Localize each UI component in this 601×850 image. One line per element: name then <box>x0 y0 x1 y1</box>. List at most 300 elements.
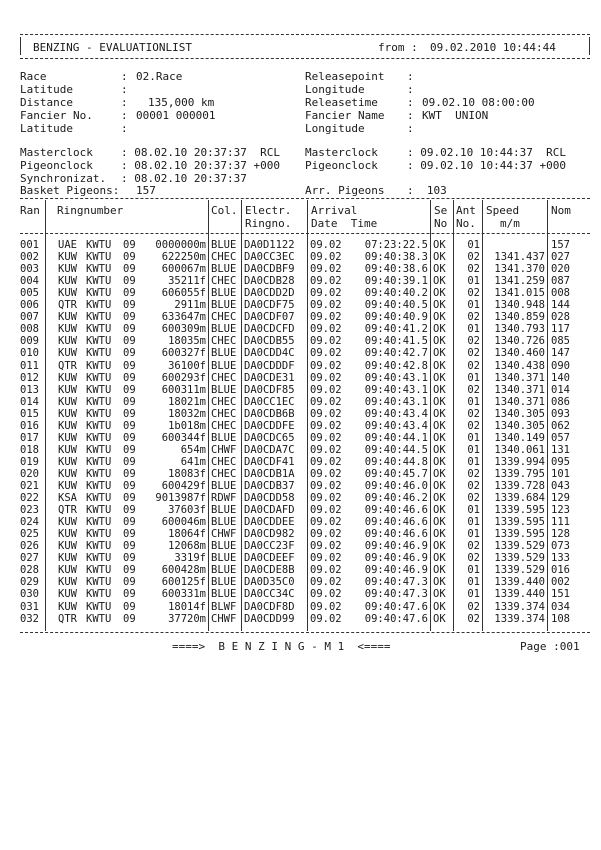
cell-ant: 01 <box>467 431 480 444</box>
footer-brand: ====> B E N Z I N G - M 1 <==== <box>172 640 391 653</box>
table-row <box>0 396 601 408</box>
cell-time: 09:40:43.1 <box>364 383 428 396</box>
longitude2-label: Longitude <box>305 122 365 135</box>
cell-col: BLUE <box>211 504 237 517</box>
cell-country: KUW <box>58 263 77 276</box>
cell-time: 09:40:41.2 <box>364 323 428 336</box>
cell-year: 09 <box>123 492 136 505</box>
cell-ant: 02 <box>467 612 480 625</box>
cell-ant: 01 <box>467 371 480 384</box>
cell-year: 09 <box>123 467 136 480</box>
cell-ant: 01 <box>467 299 480 312</box>
releasepoint-colon: : <box>407 70 414 83</box>
cell-time: 09:40:43.1 <box>364 395 428 408</box>
cell-date: 09.02 <box>310 564 342 577</box>
masterclock-label: Masterclock <box>20 146 93 159</box>
cell-ring: 641m <box>180 455 206 468</box>
title-bottom-rule <box>20 58 590 59</box>
cell-year: 09 <box>123 359 136 372</box>
cell-date: 09.02 <box>310 492 342 505</box>
cell-time: 09:40:46.6 <box>364 528 428 541</box>
cell-electr: DA0CDDEE <box>244 516 295 529</box>
cell-ant: 01 <box>467 323 480 336</box>
releasetime-label: Releasetime <box>305 96 378 109</box>
cell-se: OK <box>433 528 446 541</box>
cell-nom: 008 <box>551 287 570 300</box>
cell-speed: 1340.726 <box>494 335 545 348</box>
cell-electr: DA0CDB1A <box>244 467 295 480</box>
cell-electr: DA0CDC65 <box>244 431 295 444</box>
cell-electr: DA0CDD4C <box>244 347 295 360</box>
cell-club: KWTU <box>86 612 112 625</box>
report-datetime: 09.02.2010 10:44:44 <box>430 41 556 54</box>
cell-date: 09.02 <box>310 335 342 348</box>
cell-ran: 025 <box>20 528 39 541</box>
page-number: Page :001 <box>520 640 580 653</box>
cell-country: QTR <box>58 504 77 517</box>
cell-club: KWTU <box>86 576 112 589</box>
cell-speed: 1340.438 <box>494 359 545 372</box>
table-row <box>0 601 601 613</box>
cell-speed: 1339.595 <box>494 504 545 517</box>
cell-se: OK <box>433 576 446 589</box>
col-header-ant-no: No. <box>456 217 476 230</box>
cell-nom: 093 <box>551 407 570 420</box>
cell-date: 09.02 <box>310 371 342 384</box>
cell-se: OK <box>433 504 446 517</box>
cell-ant: 02 <box>467 383 480 396</box>
cell-speed: 1339.684 <box>494 492 545 505</box>
cell-club: KWTU <box>86 419 112 432</box>
cell-time: 09:40:44.8 <box>364 455 428 468</box>
page-title: BENZING - EVALUATIONLIST <box>33 41 192 54</box>
cell-se: OK <box>433 275 446 288</box>
cell-se: OK <box>433 347 446 360</box>
cell-se: OK <box>433 359 446 372</box>
cell-se: OK <box>433 467 446 480</box>
table-bottom-rule <box>20 632 590 633</box>
cell-date: 09.02 <box>310 239 342 251</box>
cell-se: OK <box>433 443 446 456</box>
cell-electr: DA0CDDDF <box>244 359 295 372</box>
cell-col: BLUE <box>211 239 237 251</box>
cell-time: 09:40:40.2 <box>364 287 428 300</box>
cell-year: 09 <box>123 383 136 396</box>
col-header-mm: m/m <box>500 217 520 230</box>
table-row <box>0 432 601 444</box>
cell-speed: 1339.728 <box>494 480 545 492</box>
cell-ring: 18083f <box>168 467 206 480</box>
cell-ant: 02 <box>467 359 480 372</box>
cell-year: 09 <box>123 600 136 613</box>
cell-col: CHEC <box>211 311 237 324</box>
cell-club: KWTU <box>86 588 112 601</box>
cell-ran: 013 <box>20 383 39 396</box>
cell-ring: 18064f <box>168 528 206 541</box>
cell-date: 09.02 <box>310 347 342 360</box>
cell-electr: DA0CDF75 <box>244 299 295 312</box>
cell-ant: 02 <box>467 467 480 480</box>
cell-date: 09.02 <box>310 612 342 625</box>
cell-electr: DA0D1122 <box>244 239 295 251</box>
cell-col: CHEC <box>211 275 237 288</box>
cell-date: 09.02 <box>310 576 342 589</box>
cell-ran: 028 <box>20 564 39 577</box>
cell-ant: 02 <box>467 335 480 348</box>
fancier-no-label: Fancier No. <box>20 109 93 122</box>
cell-time: 09:40:44.1 <box>364 431 428 444</box>
cell-se: OK <box>433 323 446 336</box>
cell-ran: 029 <box>20 576 39 589</box>
cell-club: KWTU <box>86 263 112 276</box>
cell-electr: DA0CC23F <box>244 540 295 553</box>
distance-label: Distance <box>20 96 73 109</box>
cell-date: 09.02 <box>310 504 342 517</box>
cell-speed: 1339.529 <box>494 564 545 577</box>
table-row <box>0 287 601 299</box>
cell-year: 09 <box>123 275 136 288</box>
cell-nom: 073 <box>551 540 570 553</box>
cell-time: 09:40:46.0 <box>364 480 428 492</box>
col-header-date-time: Date Time <box>311 217 378 230</box>
cell-ant: 02 <box>467 480 480 492</box>
cell-nom: 147 <box>551 347 570 360</box>
cell-year: 09 <box>123 431 136 444</box>
cell-date: 09.02 <box>310 540 342 553</box>
cell-speed: 1340.371 <box>494 395 545 408</box>
arrived-value: : 103 <box>407 184 447 197</box>
cell-speed: 1341.259 <box>494 275 545 288</box>
cell-speed: 1340.061 <box>494 443 545 456</box>
cell-country: KUW <box>58 564 77 577</box>
cell-time: 09:40:41.5 <box>364 335 428 348</box>
cell-ring: 600311m <box>161 383 206 396</box>
longitude-label: Longitude <box>305 83 365 96</box>
cell-year: 09 <box>123 335 136 348</box>
cell-date: 09.02 <box>310 443 342 456</box>
cell-ant: 02 <box>467 287 480 300</box>
cell-date: 09.02 <box>310 395 342 408</box>
cell-ant: 02 <box>467 347 480 360</box>
cell-date: 09.02 <box>310 480 342 492</box>
cell-country: KUW <box>58 275 77 288</box>
cell-date: 09.02 <box>310 275 342 288</box>
fancier-name-label: Fancier Name <box>305 109 385 122</box>
cell-ran: 027 <box>20 552 39 565</box>
col-header-nom: Nom <box>551 204 571 217</box>
cell-ran: 003 <box>20 263 39 276</box>
cell-country: KUW <box>58 431 77 444</box>
cell-club: KWTU <box>86 239 112 251</box>
cell-ring: 600067m <box>161 263 206 276</box>
cell-col: BLUE <box>211 552 237 565</box>
col-header-ringnumber: Ringnumber <box>57 204 124 217</box>
cell-country: KUW <box>58 251 77 264</box>
cell-se: OK <box>433 299 446 312</box>
cell-ran: 023 <box>20 504 39 517</box>
cell-year: 09 <box>123 323 136 336</box>
table-row <box>0 504 601 516</box>
cell-nom: 057 <box>551 431 570 444</box>
cell-country: QTR <box>58 299 77 312</box>
title-left-rule <box>20 37 21 55</box>
latitude-label: Latitude <box>20 83 73 96</box>
cell-electr: DA0D35C0 <box>244 576 295 589</box>
cell-nom: 151 <box>551 588 570 601</box>
cell-year: 09 <box>123 395 136 408</box>
cell-date: 09.02 <box>310 552 342 565</box>
cell-ring: 600293f <box>161 371 206 384</box>
cell-electr: DA0CDD58 <box>244 492 295 505</box>
releasetime-value: 09.02.10 08:00:00 <box>422 96 535 109</box>
cell-country: KUW <box>58 419 77 432</box>
cell-time: 09:40:38.6 <box>364 263 428 276</box>
cell-date: 09.02 <box>310 287 342 300</box>
col-header-se: Se <box>434 204 448 217</box>
cell-ant: 01 <box>467 564 480 577</box>
cell-date: 09.02 <box>310 407 342 420</box>
cell-year: 09 <box>123 504 136 517</box>
cell-nom: 090 <box>551 359 570 372</box>
cell-country: KUW <box>58 576 77 589</box>
cell-col: BLWF <box>211 600 237 613</box>
fancier-name-value: KWT UNION <box>422 109 489 122</box>
cell-club: KWTU <box>86 492 112 505</box>
cell-year: 09 <box>123 299 136 312</box>
cell-year: 09 <box>123 347 136 360</box>
cell-ran: 018 <box>20 443 39 456</box>
cell-date: 09.02 <box>310 467 342 480</box>
cell-nom: 062 <box>551 419 570 432</box>
cell-time: 07:23:22.5 <box>364 239 428 251</box>
cell-electr: DA0CDF8D <box>244 600 295 613</box>
cell-ran: 022 <box>20 492 39 505</box>
cell-ant: 02 <box>467 407 480 420</box>
cell-ran: 016 <box>20 419 39 432</box>
table-row <box>0 323 601 335</box>
table-row <box>0 444 601 456</box>
cell-ring: 18035m <box>168 335 206 348</box>
cell-electr: DA0CDAFD <box>244 504 295 517</box>
cell-nom: 128 <box>551 528 570 541</box>
cell-country: KUW <box>58 335 77 348</box>
cell-nom: 028 <box>551 311 570 324</box>
cell-country: KUW <box>58 588 77 601</box>
cell-time: 09:40:38.3 <box>364 251 428 264</box>
latitude2-colon: : <box>121 122 128 135</box>
cell-ran: 005 <box>20 287 39 300</box>
cell-electr: DA0CDBF9 <box>244 263 295 276</box>
cell-ant: 01 <box>467 504 480 517</box>
cell-country: UAE <box>58 239 77 251</box>
cell-nom: 085 <box>551 335 570 348</box>
cell-electr: DA0CDDFE <box>244 419 295 432</box>
cell-se: OK <box>433 335 446 348</box>
cell-time: 09:40:46.6 <box>364 516 428 529</box>
table-row <box>0 347 601 359</box>
cell-date: 09.02 <box>310 359 342 372</box>
cell-ran: 017 <box>20 431 39 444</box>
cell-date: 09.02 <box>310 455 342 468</box>
cell-ring: 600344f <box>161 431 206 444</box>
cell-year: 09 <box>123 588 136 601</box>
cell-speed: 1340.460 <box>494 347 545 360</box>
cell-club: KWTU <box>86 600 112 613</box>
cell-ring: 600428m <box>161 564 206 577</box>
cell-club: KWTU <box>86 528 112 541</box>
cell-speed: 1340.859 <box>494 311 545 324</box>
cell-ran: 024 <box>20 516 39 529</box>
cell-electr: DA0CDEEF <box>244 552 295 565</box>
cell-se: OK <box>433 455 446 468</box>
cell-se: OK <box>433 395 446 408</box>
cell-se: OK <box>433 480 446 492</box>
table-row <box>0 516 601 528</box>
sync-label: Synchronizat. <box>20 172 107 185</box>
cell-country: KUW <box>58 383 77 396</box>
cell-electr: DA0CDCFD <box>244 323 295 336</box>
cell-speed: 1339.440 <box>494 588 545 601</box>
cell-date: 09.02 <box>310 528 342 541</box>
latitude-colon: : <box>121 83 128 96</box>
cell-speed: 1339.374 <box>494 600 545 613</box>
col-header-ran: Ran <box>20 204 40 217</box>
cell-country: KUW <box>58 600 77 613</box>
cell-club: KWTU <box>86 359 112 372</box>
cell-se: OK <box>433 516 446 529</box>
cell-electr: DA0CD982 <box>244 528 295 541</box>
cell-date: 09.02 <box>310 588 342 601</box>
cell-club: KWTU <box>86 323 112 336</box>
cell-ant: 02 <box>467 311 480 324</box>
cell-col: BLUE <box>211 287 237 300</box>
cell-col: BLUE <box>211 576 237 589</box>
cell-country: KUW <box>58 552 77 565</box>
cell-club: KWTU <box>86 335 112 348</box>
cell-ant: 02 <box>467 540 480 553</box>
cell-speed: 1339.529 <box>494 540 545 553</box>
cell-time: 09:40:43.4 <box>364 407 428 420</box>
cell-ant: 02 <box>467 552 480 565</box>
cell-electr: DA0CDA7C <box>244 443 295 456</box>
cell-speed: 1340.948 <box>494 299 545 312</box>
cell-date: 09.02 <box>310 516 342 529</box>
cell-speed: 1339.795 <box>494 467 545 480</box>
table-top-rule <box>20 198 590 199</box>
cell-country: KUW <box>58 323 77 336</box>
cell-ran: 032 <box>20 612 39 625</box>
cell-club: KWTU <box>86 275 112 288</box>
cell-year: 09 <box>123 516 136 529</box>
cell-se: OK <box>433 311 446 324</box>
distance-value: 135,000 km <box>148 96 215 109</box>
cell-nom: 027 <box>551 251 570 264</box>
cell-ant: 01 <box>467 443 480 456</box>
cell-speed: 1340.371 <box>494 383 545 396</box>
table-row <box>0 564 601 576</box>
releasetime-colon: : <box>407 96 414 109</box>
cell-date: 09.02 <box>310 299 342 312</box>
cell-time: 09:40:43.1 <box>364 371 428 384</box>
cell-ring: 600331m <box>161 588 206 601</box>
cell-nom: 108 <box>551 612 570 625</box>
cell-col: BLUE <box>211 540 237 553</box>
cell-ant: 01 <box>467 455 480 468</box>
cell-date: 09.02 <box>310 383 342 396</box>
cell-club: KWTU <box>86 407 112 420</box>
cell-nom: 020 <box>551 263 570 276</box>
arrived-label: Arr. Pigeons <box>305 184 385 197</box>
cell-club: KWTU <box>86 299 112 312</box>
cell-col: CHWF <box>211 443 237 456</box>
cell-nom: 140 <box>551 371 570 384</box>
cell-club: KWTU <box>86 395 112 408</box>
cell-ring: 3319f <box>174 552 206 565</box>
cell-country: KUW <box>58 311 77 324</box>
cell-col: CHEC <box>211 335 237 348</box>
cell-time: 09:40:46.9 <box>364 564 428 577</box>
fancier-no-value: 00001 000001 <box>136 109 216 122</box>
cell-ant: 01 <box>467 275 480 288</box>
cell-se: OK <box>433 564 446 577</box>
cell-country: KUW <box>58 395 77 408</box>
table-row <box>0 384 601 396</box>
cell-speed: 1339.994 <box>494 455 545 468</box>
cell-ant: 02 <box>467 419 480 432</box>
cell-club: KWTU <box>86 516 112 529</box>
table-row <box>0 468 601 480</box>
cell-col: CHEC <box>211 419 237 432</box>
col-header-arrival: Arrival <box>311 204 358 217</box>
cell-col: BLUE <box>211 263 237 276</box>
table-row <box>0 552 601 564</box>
cell-ran: 026 <box>20 540 39 553</box>
cell-year: 09 <box>123 287 136 300</box>
cell-ran: 008 <box>20 323 39 336</box>
cell-nom: 123 <box>551 504 570 517</box>
cell-speed: 1339.595 <box>494 528 545 541</box>
table-row <box>0 528 601 540</box>
cell-time: 09:40:39.1 <box>364 275 428 288</box>
cell-electr: DA0CDB28 <box>244 275 295 288</box>
pigeonclock-right-label: Pigeonclock <box>305 159 378 172</box>
cell-col: BLUE <box>211 383 237 396</box>
cell-time: 09:40:42.8 <box>364 359 428 372</box>
cell-col: BLUE <box>211 516 237 529</box>
cell-ant: 01 <box>467 588 480 601</box>
table-row <box>0 372 601 384</box>
cell-country: KUW <box>58 540 77 553</box>
cell-ring: 1b018m <box>168 419 206 432</box>
cell-country: KUW <box>58 455 77 468</box>
cell-year: 09 <box>123 552 136 565</box>
race-label: Race <box>20 70 47 83</box>
cell-speed: 1340.371 <box>494 371 545 384</box>
cell-club: KWTU <box>86 540 112 553</box>
cell-nom: 111 <box>551 516 570 529</box>
table-row <box>0 576 601 588</box>
cell-ran: 021 <box>20 480 39 492</box>
cell-time: 09:40:47.3 <box>364 588 428 601</box>
cell-time: 09:40:46.6 <box>364 504 428 517</box>
cell-ant: 01 <box>467 528 480 541</box>
cell-ring: 654m <box>180 443 206 456</box>
cell-club: KWTU <box>86 443 112 456</box>
cell-electr: DA0CDE31 <box>244 371 295 384</box>
cell-club: KWTU <box>86 287 112 300</box>
longitude2-colon: : <box>407 122 414 135</box>
cell-nom: 043 <box>551 480 570 492</box>
